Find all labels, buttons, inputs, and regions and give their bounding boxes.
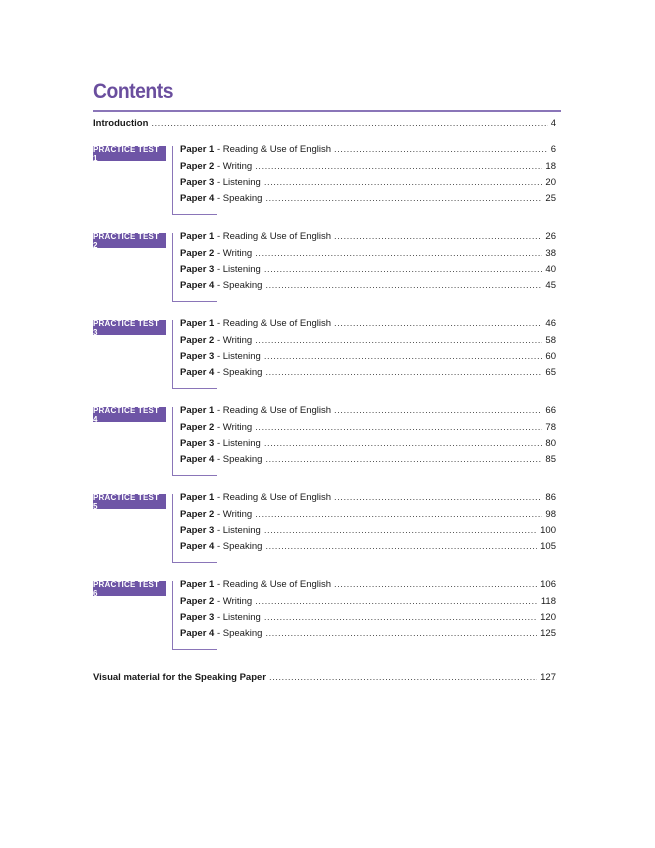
toc-entry-paper[interactable]	[180, 177, 556, 189]
dot-leader	[255, 509, 542, 521]
paper-name: - Writing	[214, 509, 253, 520]
dot-leader	[334, 318, 542, 330]
paper-name: - Writing	[214, 161, 253, 172]
dot-leader	[264, 612, 537, 624]
dot-leader	[264, 525, 537, 537]
toc-entry-paper[interactable]	[180, 248, 556, 260]
dot-leader	[265, 628, 537, 640]
toc-page-number: 45	[545, 280, 556, 291]
paper-number: Paper 3	[180, 351, 215, 362]
toc-entry-paper[interactable]	[180, 264, 556, 276]
paper-name: - Listening	[214, 351, 261, 362]
toc-entry-paper[interactable]	[180, 280, 556, 292]
toc-page-number: 100	[540, 525, 556, 536]
toc-entry-paper[interactable]	[180, 509, 556, 521]
toc-page-number: 80	[545, 438, 556, 449]
toc-entry-paper[interactable]	[180, 438, 556, 450]
toc-page-number: 118	[540, 596, 556, 607]
toc-entry-paper[interactable]	[180, 335, 556, 347]
paper-name: - Reading & Use of English	[214, 579, 332, 590]
practice-test-badge: PRACTICE TEST 1	[93, 146, 166, 161]
paper-number: Paper 4	[180, 193, 215, 204]
paper-name: - Reading & Use of English	[214, 231, 332, 242]
dot-leader	[265, 367, 542, 379]
toc-page-number: 125	[540, 628, 556, 639]
toc-entry-paper[interactable]	[180, 525, 556, 537]
paper-number: Paper 3	[180, 264, 215, 275]
toc-page-number: 85	[545, 454, 556, 465]
practice-test-badge: PRACTICE TEST 5	[93, 494, 166, 509]
paper-number: Paper 2	[180, 161, 215, 172]
toc-entry-visual-material[interactable]	[93, 672, 556, 684]
toc-page-number: 18	[545, 161, 556, 172]
dot-leader	[264, 177, 543, 189]
practice-test-badge: PRACTICE TEST 6	[93, 581, 166, 596]
toc-page-number: 6	[550, 144, 556, 155]
toc-entry-paper[interactable]	[180, 612, 556, 624]
paper-number: Paper 4	[180, 628, 215, 639]
paper-name: - Speaking	[214, 280, 263, 291]
paper-name: - Speaking	[214, 628, 263, 639]
dot-leader	[334, 579, 537, 591]
toc-entry-paper[interactable]	[180, 422, 556, 434]
paper-name: - Reading & Use of English	[214, 318, 332, 329]
paper-number: Paper 2	[180, 335, 215, 346]
paper-name: - Reading & Use of English	[214, 144, 332, 155]
paper-number: Paper 3	[180, 525, 215, 536]
paper-name: - Speaking	[214, 367, 263, 378]
practice-test-badge: PRACTICE TEST 4	[93, 407, 166, 422]
paper-number: Paper 4	[180, 454, 215, 465]
toc-entry-paper[interactable]	[180, 351, 556, 363]
toc-page-number: 58	[545, 335, 556, 346]
dot-leader	[334, 405, 542, 417]
toc-page-number: 4	[550, 118, 556, 129]
toc-entry-paper[interactable]	[180, 231, 556, 243]
dot-leader	[265, 454, 542, 466]
paper-number: Paper 4	[180, 280, 215, 291]
toc-page-number: 20	[545, 177, 556, 188]
paper-number: Paper 2	[180, 596, 215, 607]
toc-entry-paper[interactable]	[180, 541, 556, 553]
dot-leader	[269, 672, 537, 684]
toc-label: Visual material for the Speaking Paper	[93, 672, 266, 683]
toc-page-number: 127	[540, 672, 556, 683]
toc-page-number: 86	[545, 492, 556, 503]
paper-name: - Writing	[214, 248, 253, 259]
toc-entry-paper[interactable]	[180, 144, 556, 156]
paper-number: Paper 4	[180, 367, 215, 378]
toc-entry-paper[interactable]	[180, 193, 556, 205]
paper-number: Paper 4	[180, 541, 215, 552]
paper-number: Paper 1	[180, 405, 215, 416]
paper-name: - Speaking	[214, 193, 263, 204]
paper-name: - Listening	[214, 264, 261, 275]
dot-leader	[265, 193, 542, 205]
toc-entry-paper[interactable]	[180, 596, 556, 608]
dot-leader	[264, 351, 543, 363]
toc-page-number: 106	[540, 579, 556, 590]
toc-entry-paper[interactable]	[180, 161, 556, 173]
paper-name: - Speaking	[214, 454, 263, 465]
toc-entry-paper[interactable]	[180, 492, 556, 504]
title-rule	[93, 110, 561, 112]
paper-name: - Reading & Use of English	[214, 405, 332, 416]
paper-name: - Writing	[214, 596, 253, 607]
dot-leader	[255, 422, 542, 434]
paper-name: - Listening	[214, 438, 261, 449]
paper-number: Paper 3	[180, 438, 215, 449]
dot-leader	[264, 264, 543, 276]
paper-name: - Writing	[214, 335, 253, 346]
paper-number: Paper 2	[180, 509, 215, 520]
toc-label: Introduction	[93, 118, 149, 129]
dot-leader	[264, 438, 543, 450]
dot-leader	[265, 541, 537, 553]
toc-page-number: 105	[540, 541, 556, 552]
dot-leader	[255, 248, 542, 260]
dot-leader	[334, 492, 542, 504]
paper-number: Paper 1	[180, 231, 215, 242]
paper-name: - Reading & Use of English	[214, 492, 332, 503]
toc-entry-introduction[interactable]	[93, 118, 556, 130]
practice-test-badge: PRACTICE TEST 3	[93, 320, 166, 335]
toc-page-number: 120	[540, 612, 556, 623]
paper-number: Paper 3	[180, 177, 215, 188]
paper-name: - Listening	[214, 177, 261, 188]
paper-name: - Writing	[214, 422, 253, 433]
toc-page-number: 98	[545, 509, 556, 520]
toc-entry-paper[interactable]	[180, 318, 556, 330]
toc-page-number: 40	[545, 264, 556, 275]
toc-entry-paper[interactable]	[180, 579, 556, 591]
dot-leader	[255, 161, 542, 173]
dot-leader	[334, 144, 548, 156]
toc-page-number: 66	[545, 405, 556, 416]
paper-number: Paper 1	[180, 579, 215, 590]
paper-number: Paper 2	[180, 248, 215, 259]
paper-name: - Listening	[214, 612, 261, 623]
paper-number: Paper 1	[180, 144, 215, 155]
toc-page-number: 60	[545, 351, 556, 362]
toc-page-number: 78	[545, 422, 556, 433]
toc-page-number: 65	[545, 367, 556, 378]
paper-number: Paper 3	[180, 612, 215, 623]
dot-leader	[151, 118, 547, 130]
paper-number: Paper 1	[180, 318, 215, 329]
toc-page-number: 38	[545, 248, 556, 259]
paper-number: Paper 2	[180, 422, 215, 433]
dot-leader	[255, 335, 542, 347]
dot-leader	[265, 280, 542, 292]
toc-page-number: 46	[545, 318, 556, 329]
paper-name: - Listening	[214, 525, 261, 536]
toc-page-number: 25	[545, 193, 556, 204]
toc-entry-paper[interactable]	[180, 628, 556, 640]
dot-leader	[255, 596, 538, 608]
practice-test-badge: PRACTICE TEST 2	[93, 233, 166, 248]
toc-entry-paper[interactable]	[180, 367, 556, 379]
dot-leader	[334, 231, 542, 243]
toc-entry-paper[interactable]	[180, 454, 556, 466]
paper-number: Paper 1	[180, 492, 215, 503]
toc-page-number: 26	[545, 231, 556, 242]
toc-entry-paper[interactable]	[180, 405, 556, 417]
paper-name: - Speaking	[214, 541, 263, 552]
page-title: Contents	[93, 80, 174, 103]
